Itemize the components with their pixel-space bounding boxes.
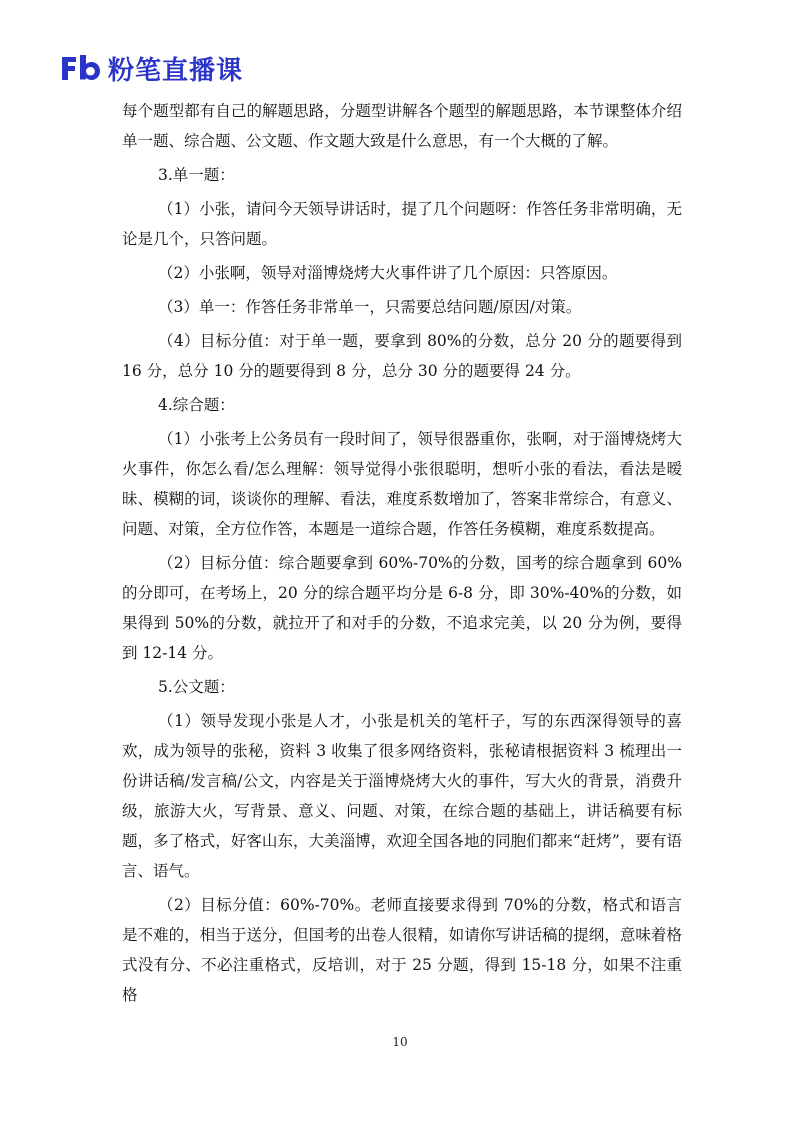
paragraph: （1）小张，请问今天领导讲话时，提了几个问题呀：作答任务非常明确，无论是几个，只答问题。 <box>122 200 682 248</box>
paragraph: （1）小张考上公务员有一段时间了，领导很器重你，张啊，对于淄博烧烤大火事件，你怎么看/怎么理解：领导觉得小张很聪明，想听小张的看法，看法是暧昧、模糊的词，谈谈你的理解、看法，难度系数增加了，答案非常综合，有意义、问题、对策，全方位作答，本题是一道综合题，作答任务模糊，难度系数提高。 <box>122 430 682 538</box>
page-header <box>60 50 243 86</box>
page-number: 10 <box>392 1035 408 1049</box>
paragraph: （4）目标分值：对于单一题，要拿到 80%的分数，总分 20 分的题要得到 16 分，总分 10 分的题要得到 8 分，总分 30 分的题要得 24 分。 <box>122 332 682 380</box>
brand-name: 粉笔直播课 <box>108 55 244 86</box>
document-body <box>122 96 682 1014</box>
section-heading-single-question: 3.单一题： <box>158 166 235 184</box>
section-heading-comprehensive-question: 4.综合题： <box>158 396 235 414</box>
section-heading-official-document: 5.公文题： <box>158 678 235 696</box>
paragraph: （2）目标分值：60%-70%。老师直接要求得到 70%的分数，格式和语言是不难的，相当于送分，但国考的出卷人很精，如请你写讲话稿的提纲，意味着格式没有分、不必注重格式，反培训，对于 25 分题，得到 15-18 分，如果不注重格 <box>122 896 682 1004</box>
paragraph: （2）小张啊，领导对淄博烧烤大火事件讲了几个原因：只答原因。 <box>158 264 618 282</box>
fenbi-logo-icon <box>60 53 102 83</box>
paragraph: （1）领导发现小张是人才，小张是机关的笔杆子，写的东西深得领导的喜欢，成为领导的张秘，资料 3 收集了很多网络资料，张秘请根据资料 3 梳理出一份讲话稿/发言稿/公文，内容是关于淄博烧烤大火的事件，写大火的背景，消费升级，旅游大火，写背景、意义、问题、对策，在综合题的基础上，讲话稿要有标题，多了格式，好客山东，大美淄博，欢迎全国各地的同胞们都来“赶烤”，要有语言、语气。 <box>122 712 682 880</box>
paragraph: （3）单一：作答任务非常单一，只需要总结问题/原因/对策。 <box>158 298 582 316</box>
paragraph: （2）目标分值：综合题要拿到 60%-70%的分数，国考的综合题拿到 60%的分即可，在考场上，20 分的综合题平均分是 6-8 分，即 30%-40%的分数，如果得到 50%的分数，就拉开了和对手的分数，不追求完美，以 20 分为例，要得到 12-14 分。 <box>122 554 682 662</box>
intro-paragraph: 每个题型都有自己的解题思路，分题型讲解各个题型的解题思路，本节课整体介绍单一题、综合题、公文题、作文题大致是什么意思，有一个大概的了解。 <box>122 102 682 150</box>
